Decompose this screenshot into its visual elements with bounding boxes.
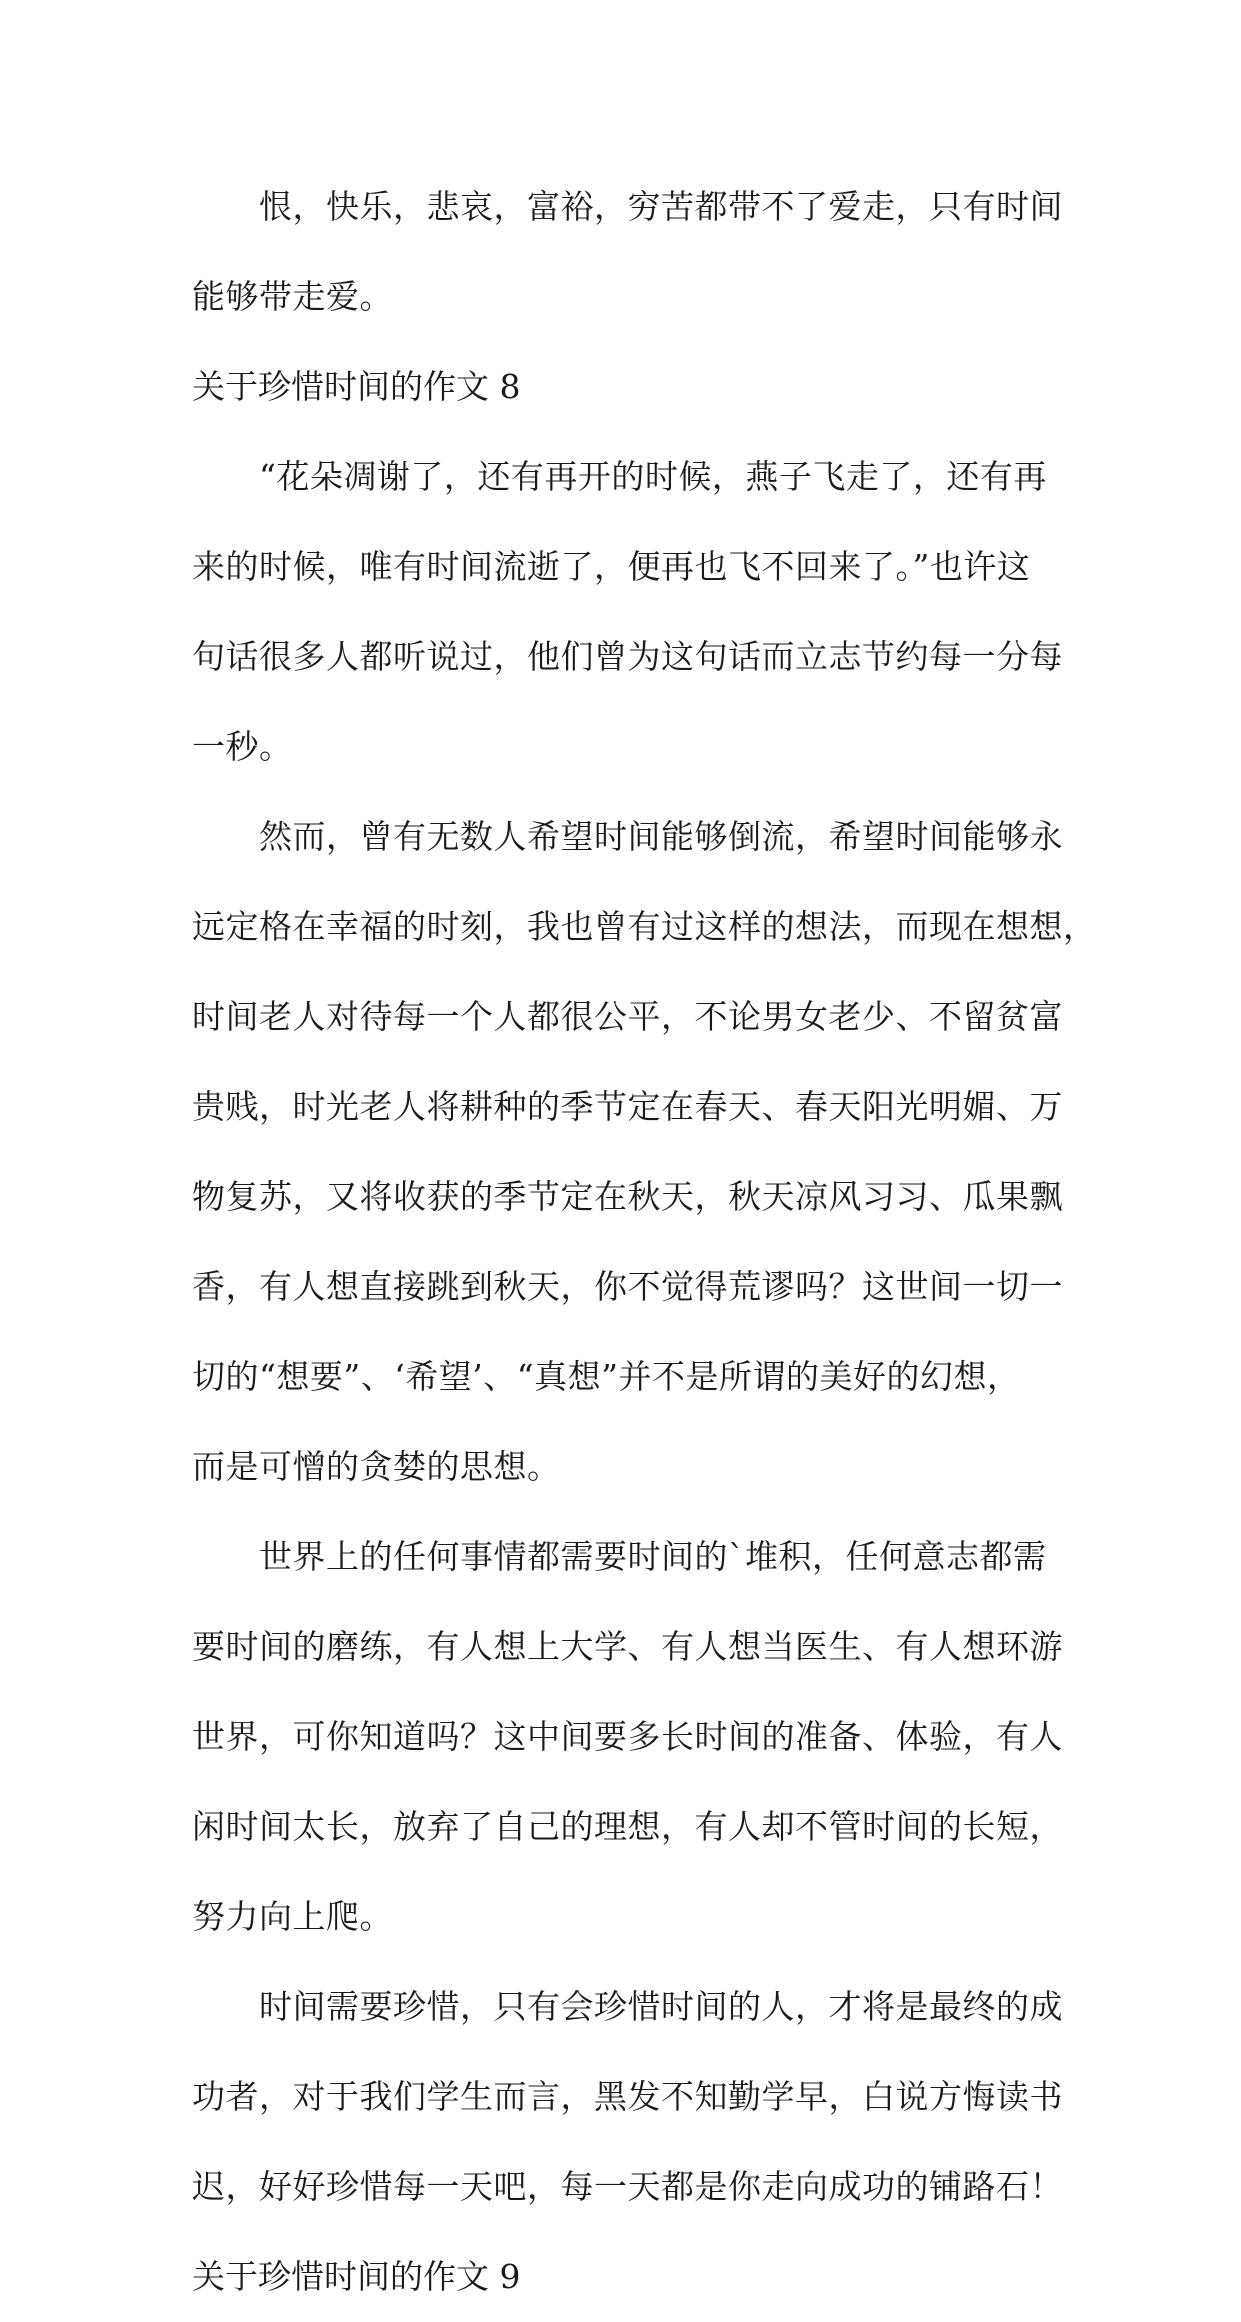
text-line-16: 世界上的任何事情都需要时间的`堆积，任何意志都需 [192, 1537, 1047, 1576]
text-line-5: 来的时候，唯有时间流逝了，便再也飞不回来了。”也许这 [192, 547, 1031, 586]
section-heading-9: 关于珍惜时间的作文 9 [192, 2257, 521, 2296]
text-line-7: 一秒。 [192, 727, 293, 766]
text-line-1: 恨，快乐，悲哀，富裕，穷苦都带不了爱走，只有时间 [192, 187, 1063, 226]
text-line-11: 贵贱，时光老人将耕种的季节定在春天、春天阳光明媚、万 [192, 1087, 1063, 1126]
document-page [192, 162, 1097, 2322]
text-line-6: 句话很多人都听说过，他们曾为这句话而立志节约每一分每 [192, 637, 1063, 676]
text-line-4: “花朵凋谢了，还有再开的时候，燕子飞走了，还有再 [192, 457, 1047, 496]
text-line-23: 迟，好好珍惜每一天吧，每一天都是你走向成功的铺路石！ [192, 2167, 1063, 2206]
text-line-10: 时间老人对待每一个人都很公平，不论男女老少、不留贫富 [192, 997, 1063, 1036]
text-line-19: 闲时间太长，放弃了自己的理想，有人却不管时间的长短， [192, 1807, 1063, 1846]
text-line-17: 要时间的磨练，有人想上大学、有人想当医生、有人想环游 [192, 1627, 1063, 1666]
text-line-13: 香，有人想直接跳到秋天，你不觉得荒谬吗？这世间一切一 [192, 1267, 1063, 1306]
text-line-12: 物复苏，又将收获的季节定在秋天，秋天凉风习习、瓜果飘 [192, 1177, 1063, 1216]
text-line-8: 然而，曾有无数人希望时间能够倒流，希望时间能够永 [192, 817, 1063, 856]
text-line-15: 而是可憎的贪婪的思想。 [192, 1447, 561, 1486]
section-heading-8: 关于珍惜时间的作文 8 [192, 367, 521, 406]
text-line-22: 功者，对于我们学生而言，黑发不知勤学早，白说方悔读书 [192, 2077, 1063, 2116]
text-line-20: 努力向上爬。 [192, 1897, 393, 1936]
text-line-9: 远定格在幸福的时刻，我也曾有过这样的想法，而现在想想， [192, 907, 1097, 946]
text-line-14: 切的“想要”、‘希望’、“真想”并不是所谓的美好的幻想， [192, 1357, 1021, 1396]
text-line-2: 能够带走爱。 [192, 277, 393, 316]
text-line-21: 时间需要珍惜，只有会珍惜时间的人，才将是最终的成 [192, 1987, 1063, 2026]
text-line-18: 世界，可你知道吗？这中间要多长时间的准备、体验，有人 [192, 1717, 1063, 1756]
